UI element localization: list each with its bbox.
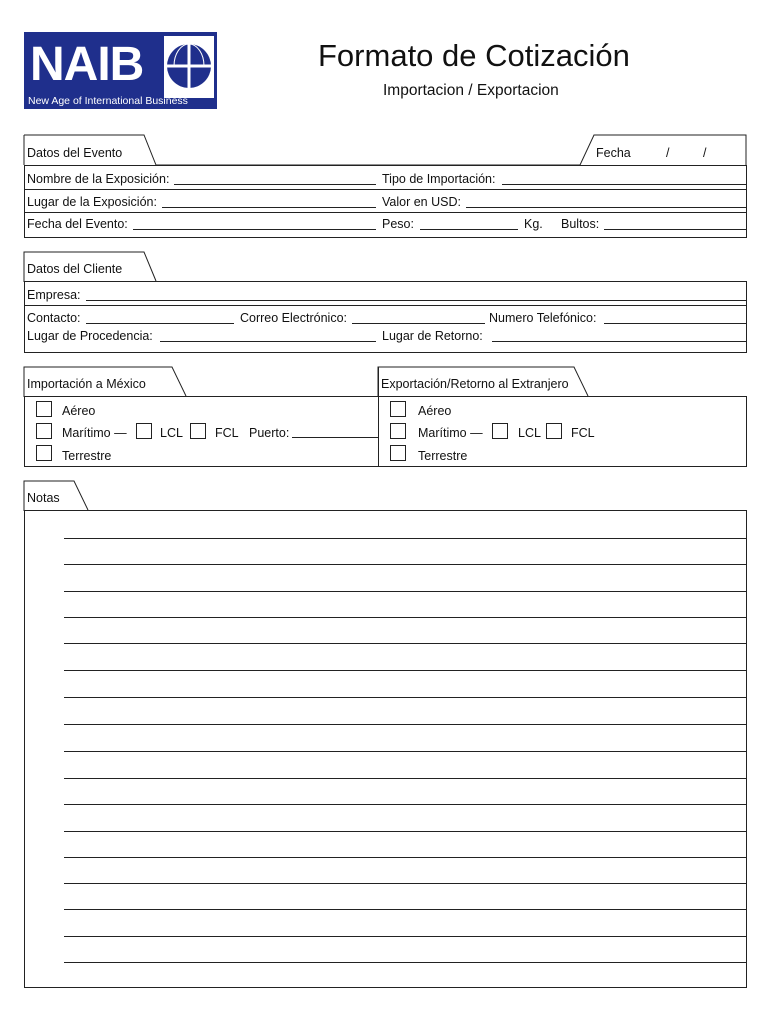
telefono-field[interactable] <box>604 323 746 324</box>
notas-line[interactable] <box>64 857 746 858</box>
notas-line[interactable] <box>64 643 746 644</box>
row-divider <box>24 189 747 190</box>
tipo-field[interactable] <box>502 184 746 185</box>
exportacion-tab: Exportación/Retorno al Extranjero <box>381 377 569 391</box>
fecha-label: Fecha <box>596 146 631 160</box>
kg-label: Kg. <box>524 217 543 231</box>
bultos-label: Bultos: <box>561 217 600 231</box>
contacto-label: Contacto: <box>27 311 81 325</box>
notas-line[interactable] <box>64 697 746 698</box>
telefono-label: Numero Telefónico: <box>489 311 597 325</box>
correo-label: Correo Electrónico: <box>240 311 347 325</box>
peso-label: Peso: <box>382 217 414 231</box>
notas-line[interactable] <box>64 538 746 539</box>
imp-lcl-checkbox[interactable] <box>136 423 152 439</box>
exp-aereo-checkbox[interactable] <box>390 401 406 417</box>
notas-tab-shape <box>0 481 770 511</box>
evento-tab: Datos del Evento <box>27 146 123 160</box>
contacto-field[interactable] <box>86 323 234 324</box>
exp-maritimo-label: Marítimo — <box>418 426 483 440</box>
imp-fcl-checkbox[interactable] <box>190 423 206 439</box>
imp-puerto-label: Puerto: <box>249 426 290 440</box>
notas-line[interactable] <box>64 962 746 963</box>
retorno-field[interactable] <box>492 341 746 342</box>
notas-line[interactable] <box>64 617 746 618</box>
fecha-sep-1: / <box>666 146 670 160</box>
globe-icon <box>164 36 214 96</box>
procedencia-field[interactable] <box>160 341 376 342</box>
lugar-label: Lugar de la Exposición: <box>27 195 157 209</box>
empresa-field[interactable] <box>86 300 746 301</box>
page-subtitle: Importacion / Exportacion <box>383 82 559 99</box>
nombre-field[interactable] <box>174 184 376 185</box>
notas-line[interactable] <box>64 831 746 832</box>
exp-lcl-label: LCL <box>518 426 541 440</box>
notas-line[interactable] <box>64 936 746 937</box>
notas-line[interactable] <box>64 778 746 779</box>
valor-field[interactable] <box>466 207 746 208</box>
imp-aereo-checkbox[interactable] <box>36 401 52 417</box>
fecha-evento-label: Fecha del Evento: <box>27 217 128 231</box>
empresa-label: Empresa: <box>27 288 81 302</box>
imp-puerto-field[interactable] <box>292 437 378 438</box>
imp-terrestre-checkbox[interactable] <box>36 445 52 461</box>
notas-line[interactable] <box>64 564 746 565</box>
row-divider <box>24 212 747 213</box>
exp-lcl-checkbox[interactable] <box>492 423 508 439</box>
procedencia-label: Lugar de Procedencia: <box>27 329 153 343</box>
valor-label: Valor en USD: <box>382 195 461 209</box>
lugar-field[interactable] <box>162 207 376 208</box>
exp-terrestre-label: Terrestre <box>418 449 468 463</box>
logo-tagline: New Age of International Business <box>28 95 188 107</box>
exp-fcl-label: FCL <box>571 426 595 440</box>
notas-line[interactable] <box>64 724 746 725</box>
column-divider <box>378 367 379 467</box>
correo-field[interactable] <box>352 323 485 324</box>
naib-logo <box>24 32 217 109</box>
exp-maritimo-checkbox[interactable] <box>390 423 406 439</box>
notas-tab: Notas <box>27 491 60 505</box>
tipo-label: Tipo de Importación: <box>382 172 496 186</box>
page-title: Formato de Cotización <box>318 38 630 73</box>
notas-line[interactable] <box>64 883 746 884</box>
notas-line[interactable] <box>64 591 746 592</box>
notas-line[interactable] <box>64 751 746 752</box>
peso-field[interactable] <box>420 229 518 230</box>
notas-line[interactable] <box>64 670 746 671</box>
notas-line[interactable] <box>64 804 746 805</box>
fecha-sep-2: / <box>703 146 707 160</box>
exp-fcl-checkbox[interactable] <box>546 423 562 439</box>
imp-terrestre-label: Terrestre <box>62 449 112 463</box>
imp-lcl-label: LCL <box>160 426 183 440</box>
exp-terrestre-checkbox[interactable] <box>390 445 406 461</box>
row-divider <box>24 305 747 306</box>
imp-aereo-label: Aéreo <box>62 404 96 418</box>
retorno-label: Lugar de Retorno: <box>382 329 483 343</box>
notas-box[interactable] <box>24 510 747 988</box>
nombre-label: Nombre de la Exposición: <box>27 172 170 186</box>
logo-text: NAIB <box>30 38 144 91</box>
transporte-box <box>24 396 747 467</box>
imp-maritimo-label: Marítimo — <box>62 426 127 440</box>
imp-maritimo-checkbox[interactable] <box>36 423 52 439</box>
bultos-field[interactable] <box>604 229 746 230</box>
notas-line[interactable] <box>64 909 746 910</box>
fecha-evento-field[interactable] <box>133 229 376 230</box>
cliente-tab: Datos del Cliente <box>27 262 123 276</box>
importacion-tab: Importación a México <box>27 377 146 391</box>
exp-aereo-label: Aéreo <box>418 404 452 418</box>
imp-fcl-label: FCL <box>215 426 239 440</box>
